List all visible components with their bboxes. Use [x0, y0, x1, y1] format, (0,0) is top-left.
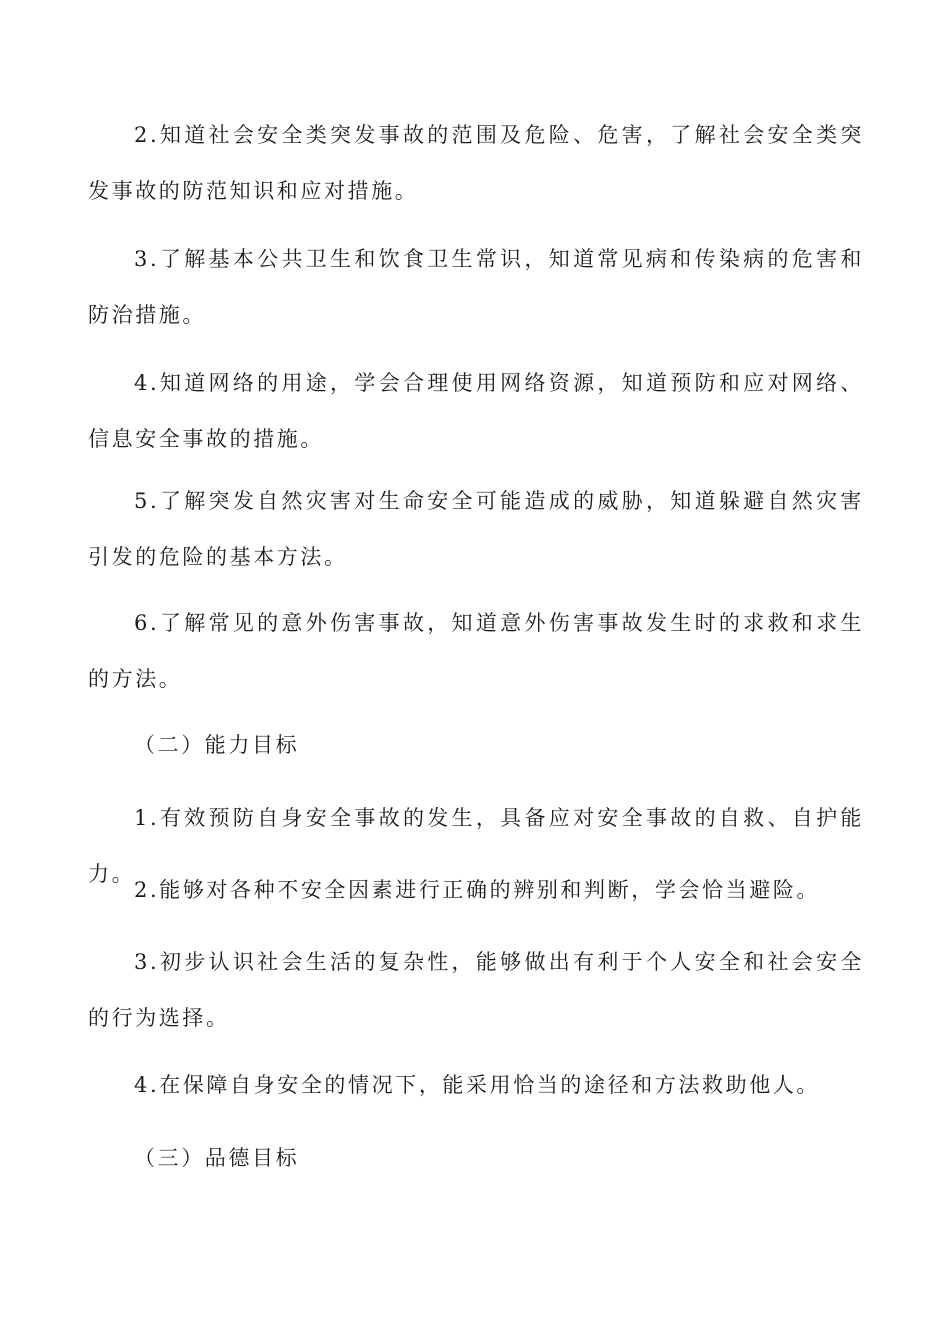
paragraph-knowledge-5: 5.了解突发自然灾害对生命安全可能造成的威胁，知道躲避自然灾害引发的危险的基本方法。 — [88, 489, 864, 569]
paragraph-ability-4: 4.在保障自身安全的情况下，能采用恰当的途径和方法救助他人。 — [134, 1073, 821, 1097]
paragraph-knowledge-2: 2.知道社会安全类突发事故的范围及危险、危害，了解社会安全类突发事故的防范知识和应对措施。 — [88, 123, 864, 203]
paragraph-knowledge-4: 4.知道网络的用途，学会合理使用网络资源，知道预防和应对网络、信息安全事故的措施。 — [88, 371, 864, 451]
section-heading-ability-goals: （二）能力目标 — [134, 733, 300, 757]
section-heading-moral-goals: （三）品德目标 — [134, 1146, 300, 1170]
paragraph-ability-1: 1.有效预防自身安全事故的发生，具备应对安全事故的自救、自护能力。 — [88, 806, 864, 886]
paragraph-ability-3: 3.初步认识社会生活的复杂性，能够做出有利于个人安全和社会安全的行为选择。 — [88, 950, 864, 1030]
paragraph-knowledge-6: 6.了解常见的意外伤害事故，知道意外伤害事故发生时的求救和求生的方法。 — [88, 611, 864, 691]
paragraph-knowledge-3: 3.了解基本公共卫生和饮食卫生常识，知道常见病和传染病的危害和防治措施。 — [88, 247, 864, 327]
paragraph-ability-2: 2.能够对各种不安全因素进行正确的辨别和判断，学会恰当避险。 — [134, 878, 821, 902]
